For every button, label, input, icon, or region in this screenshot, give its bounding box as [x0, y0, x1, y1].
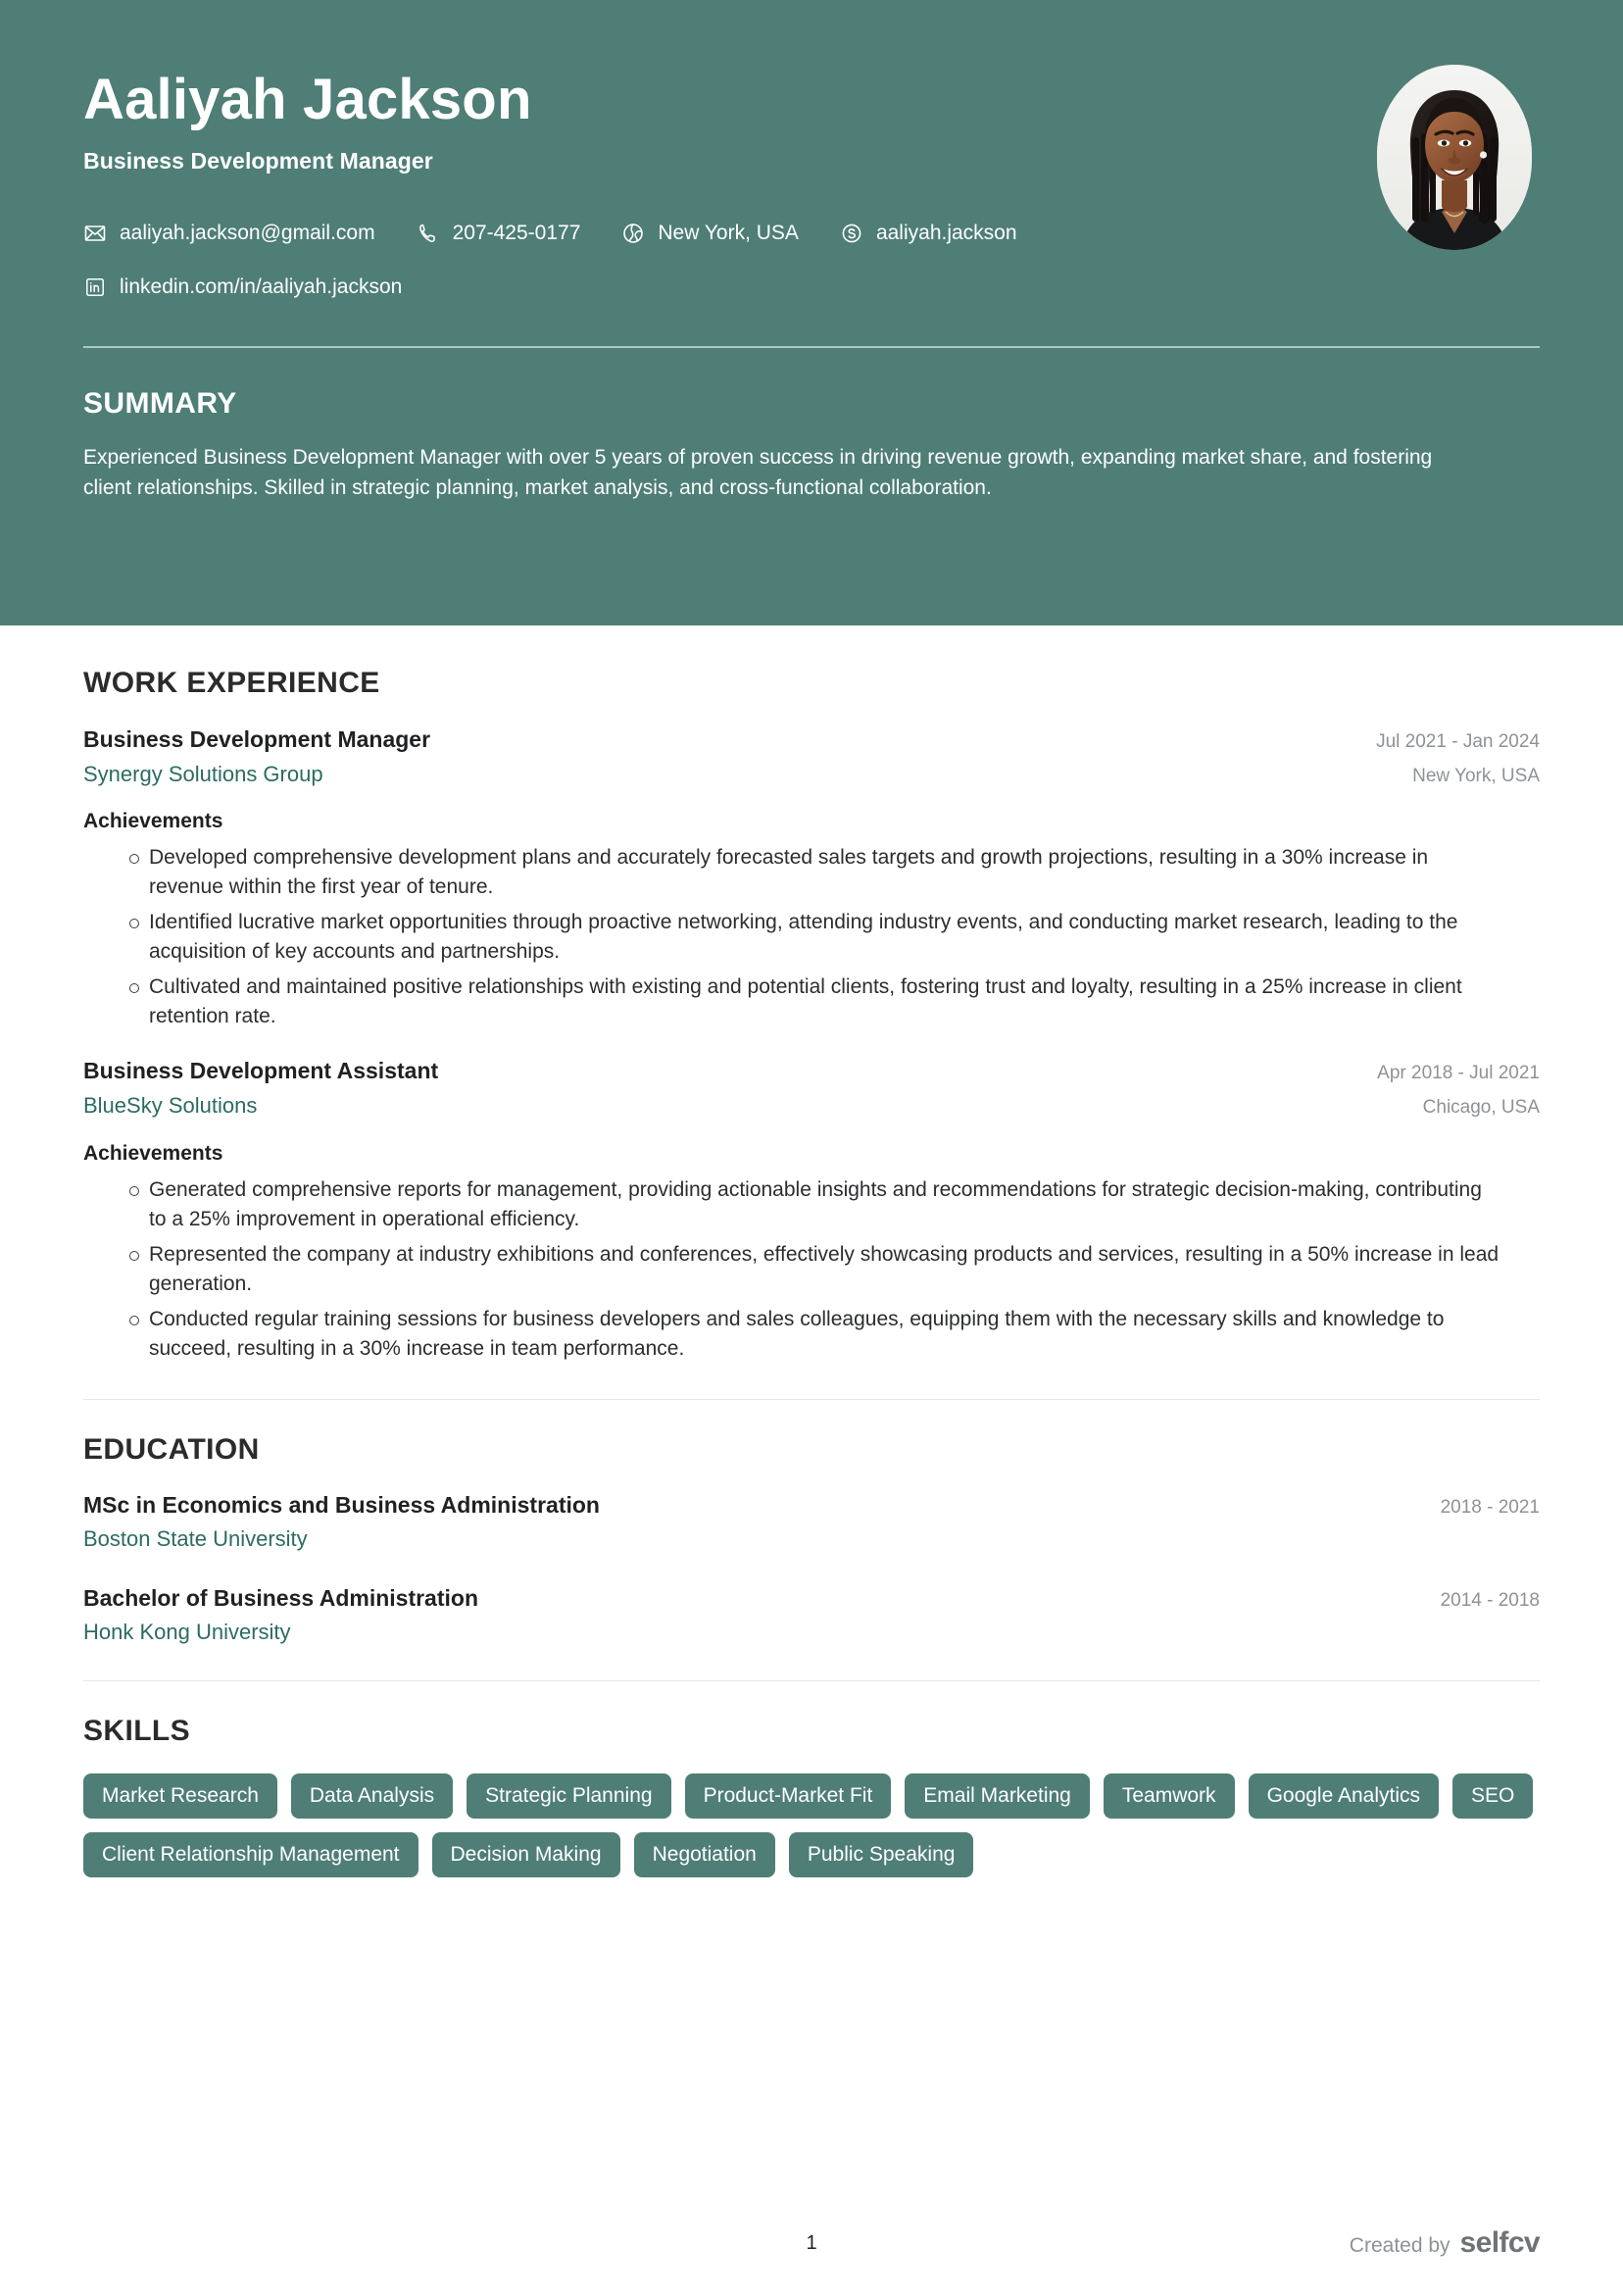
envelope-icon — [83, 222, 107, 245]
contact-skype-text: aaliyah.jackson — [875, 221, 1017, 244]
contact-linkedin-text: linkedin.com/in/aaliyah.jackson — [120, 275, 403, 299]
skills-section — [83, 1681, 1540, 1877]
skills-list — [83, 1773, 1534, 1877]
contact-linkedin[interactable] — [83, 274, 402, 300]
globe-icon — [621, 222, 645, 245]
header-top-row — [83, 0, 1540, 301]
education-entry-header — [83, 1492, 1540, 1519]
page-footer — [0, 2214, 1623, 2272]
summary-section — [83, 348, 1540, 504]
skill-chip: Teamwork — [1104, 1773, 1235, 1819]
skill-chip: Strategic Planning — [467, 1773, 670, 1819]
resume-body — [0, 625, 1623, 1877]
summary-text: Experienced Business Development Manager with over 5 years of proven success in driving revenue growth, expanding market share, and fostering client relationships. Skilled in strategic planning, market analysis, and cross-functional collaboration. — [83, 445, 1433, 500]
education-entry-header — [83, 1585, 1540, 1612]
work-entry-subheader — [83, 755, 1540, 789]
contact-phone-text: 207-425-0177 — [452, 221, 581, 244]
skill-chip: Email Marketing — [905, 1773, 1090, 1819]
contact-email-text: aaliyah.jackson@gmail.com — [120, 221, 375, 244]
avatar — [1377, 65, 1532, 250]
work-entry-title: Business Development Manager — [83, 726, 431, 752]
skill-chip: Public Speaking — [789, 1832, 974, 1877]
skill-chip: SEO — [1452, 1773, 1533, 1819]
skype-icon — [840, 222, 863, 245]
education-heading: EDUCATION — [83, 1432, 260, 1466]
education-school: Boston State University — [83, 1525, 308, 1551]
resume-header — [0, 0, 1623, 625]
work-entry-title: Business Development Assistant — [83, 1058, 439, 1084]
achievements-label: Achievements — [83, 1141, 223, 1165]
identity-block — [83, 61, 1377, 301]
education-years: 2018 - 2021 — [1440, 1496, 1540, 1518]
job-title: Business Development Manager — [83, 147, 433, 174]
work-entry — [83, 725, 1540, 1031]
phone-icon — [417, 222, 440, 245]
skill-chip: Data Analysis — [291, 1773, 453, 1819]
selfcv-logo: selfcv — [1459, 2226, 1540, 2259]
education-school: Honk Kong University — [83, 1619, 291, 1644]
skills-heading: SKILLS — [83, 1714, 191, 1747]
summary-heading: SUMMARY — [83, 386, 237, 420]
contact-phone[interactable] — [417, 220, 581, 246]
work-entry-location: New York, USA — [1412, 765, 1540, 786]
list-item: Represented the company at industry exhibitions and conferences, effectively showcasing products and services, resulting in a 50% increase in lead generation. — [129, 1240, 1501, 1299]
contact-email[interactable] — [83, 220, 375, 246]
education-degree: Bachelor of Business Administration — [83, 1584, 478, 1611]
work-experience-heading: WORK EXPERIENCE — [83, 667, 380, 699]
page-number: 1 — [806, 2231, 817, 2254]
work-entry — [83, 1057, 1540, 1363]
skill-chip: Google Analytics — [1249, 1773, 1439, 1819]
education-degree: MSc in Economics and Business Administration — [83, 1491, 600, 1518]
achievements-list — [83, 843, 1540, 1031]
work-entry-header — [83, 725, 1540, 755]
list-item: Cultivated and maintained positive relationships with existing and potential clients, fostering trust and loyalty, resulting in a 25% increase in client retention rate. — [129, 973, 1501, 1031]
divider-before-education — [83, 1364, 1540, 1400]
created-by-label: Created by — [1349, 2234, 1451, 2257]
created-by-credit[interactable] — [1350, 2226, 1540, 2260]
linkedin-icon — [83, 275, 107, 299]
education-section — [83, 1400, 1540, 1645]
divider-before-skills — [83, 1645, 1540, 1681]
list-item: Developed comprehensive development plans and accurately forecasted sales targets and growth projections, resulting in a 30% increase in revenue within the first year of tenure. — [129, 843, 1501, 902]
list-item: Identified lucrative market opportunities through proactive networking, attending industry events, and conducting market research, leading to the acquisition of key accounts and partnerships. — [129, 908, 1501, 967]
skill-chip: Market Research — [83, 1773, 277, 1819]
achievements-label: Achievements — [83, 810, 223, 833]
skill-chip: Negotiation — [634, 1832, 775, 1877]
contact-location-text: New York, USA — [658, 221, 799, 244]
page-title: Aaliyah Jackson — [83, 68, 532, 131]
list-item: Generated comprehensive reports for management, providing actionable insights and recommendations for strategic decision-making, contributing to a 25% improvement in operational efficiency. — [129, 1175, 1501, 1234]
skill-chip: Decision Making — [432, 1832, 620, 1877]
education-entry — [83, 1585, 1540, 1645]
skill-chip: Client Relationship Management — [83, 1832, 418, 1877]
work-entry-organization: Synergy Solutions Group — [83, 761, 323, 786]
contact-skype[interactable] — [840, 220, 1017, 246]
list-item: Conducted regular training sessions for business developers and sales colleagues, equipping them with the necessary skills and knowledge to succeed, resulting in a 30% increase in team performance. — [129, 1305, 1501, 1364]
contact-location — [621, 220, 799, 246]
work-experience-section — [83, 625, 1540, 1364]
work-entry-organization: BlueSky Solutions — [83, 1093, 258, 1119]
work-entry-dates: Apr 2018 - Jul 2021 — [1377, 1063, 1540, 1084]
education-entry — [83, 1492, 1540, 1552]
work-entry-subheader — [83, 1086, 1540, 1121]
work-entry-header — [83, 1057, 1540, 1086]
achievements-list — [83, 1175, 1540, 1364]
work-entry-dates: Jul 2021 - Jan 2024 — [1376, 731, 1540, 752]
skill-chip: Product-Market Fit — [685, 1773, 892, 1819]
education-years: 2014 - 2018 — [1440, 1589, 1540, 1611]
contact-list — [83, 220, 1240, 301]
work-entry-location: Chicago, USA — [1422, 1097, 1540, 1119]
